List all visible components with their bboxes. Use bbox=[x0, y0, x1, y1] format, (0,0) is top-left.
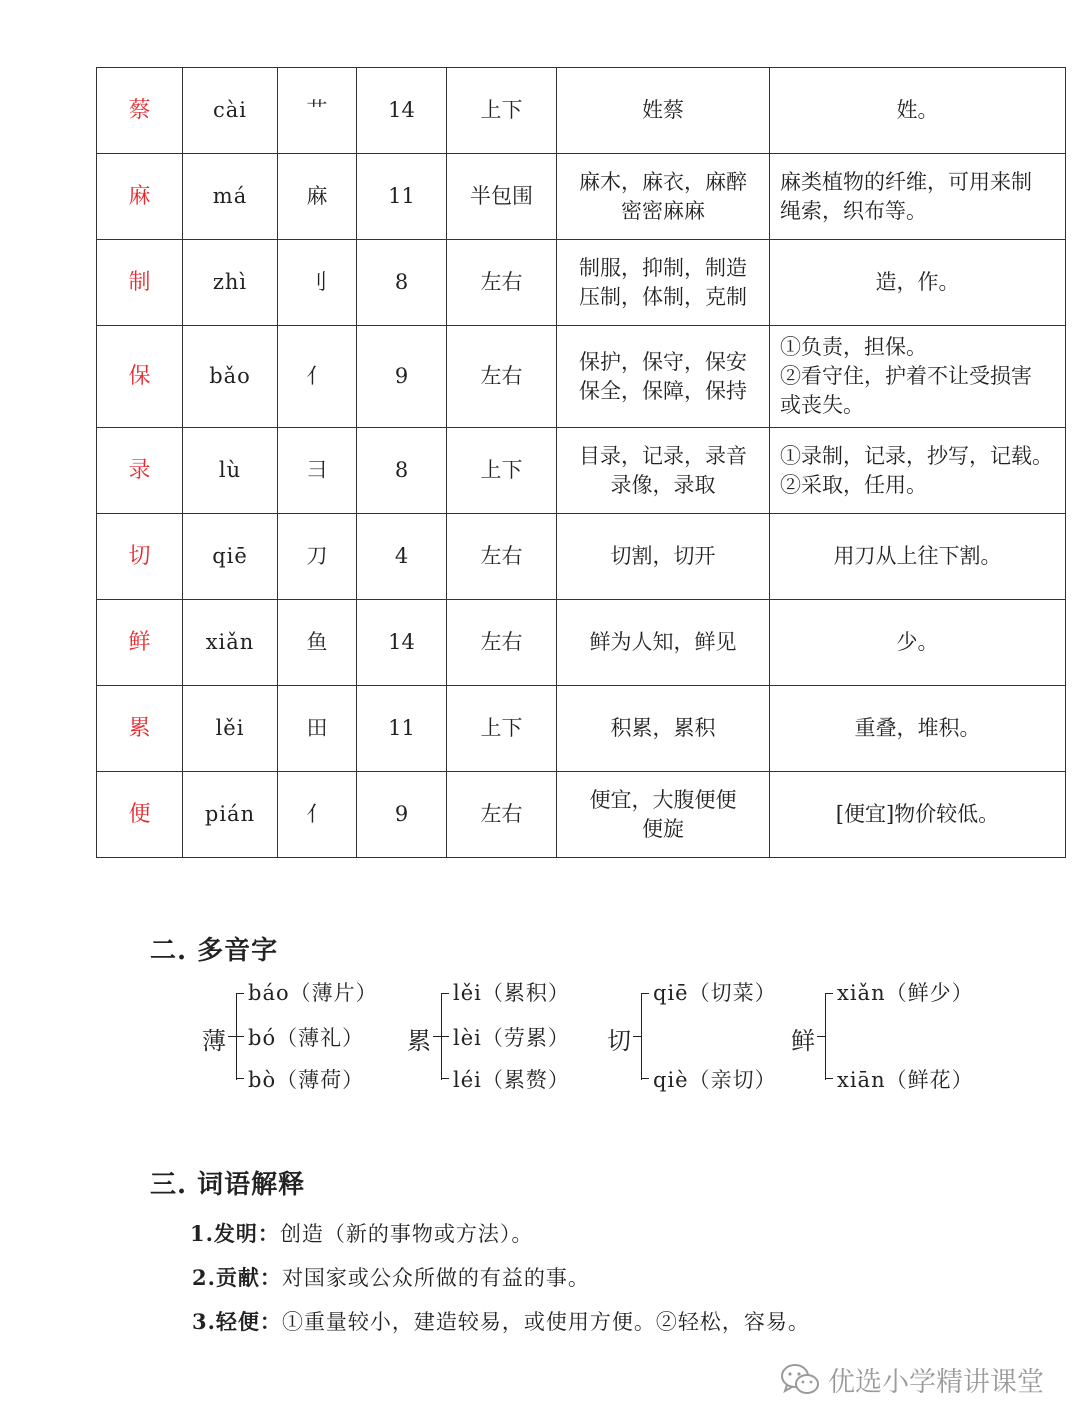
meaning-line: 少。 bbox=[896, 630, 939, 654]
meaning-line: ②看守住，护着不让受损害 bbox=[780, 364, 1032, 388]
bracket-tick bbox=[641, 993, 649, 994]
words-cell bbox=[557, 326, 770, 428]
bracket-tick bbox=[236, 1036, 244, 1037]
pinyin-cell: bǎo bbox=[183, 326, 278, 428]
words-cell bbox=[557, 240, 770, 326]
table-row bbox=[97, 428, 1066, 514]
word-line: 录像，录取 bbox=[610, 472, 716, 497]
meaning-line: 姓。 bbox=[896, 98, 939, 122]
radical-cell: 彐 bbox=[278, 428, 357, 514]
word-line: 便宜，大腹便便 bbox=[589, 787, 737, 812]
definition-term: 2.贡献： bbox=[192, 1265, 282, 1290]
meaning-line: 用刀从上往下割。 bbox=[833, 544, 1002, 568]
bracket-stem bbox=[633, 1036, 641, 1037]
table-row bbox=[97, 686, 1066, 772]
reading-label: lěi（累积） bbox=[453, 981, 570, 1005]
meaning-cell bbox=[770, 686, 1066, 772]
pinyin-cell: xiǎn bbox=[183, 600, 278, 686]
meaning-cell bbox=[770, 600, 1066, 686]
strokes-cell: 9 bbox=[357, 772, 447, 858]
word-line: 保全，保障，保持 bbox=[579, 378, 747, 403]
meaning-cell bbox=[770, 772, 1066, 858]
bracket-tick bbox=[825, 993, 833, 994]
word-line: 积累，累积 bbox=[610, 716, 716, 740]
words-cell bbox=[557, 772, 770, 858]
bracket-stem bbox=[817, 1036, 825, 1037]
table-row bbox=[97, 514, 1066, 600]
table-row bbox=[97, 600, 1066, 686]
pinyin-cell: zhì bbox=[183, 240, 278, 326]
meaning-cell bbox=[770, 514, 1066, 600]
words-cell bbox=[557, 686, 770, 772]
words-cell bbox=[557, 514, 770, 600]
word-line: 切割，切开 bbox=[610, 544, 716, 568]
meaning-line: ①录制，记录，抄写，记载。 bbox=[780, 443, 1053, 468]
definition-term: 3.轻便： bbox=[192, 1309, 282, 1334]
definition-text: 对国家或公众所做的有益的事。 bbox=[281, 1266, 590, 1290]
word-line: 制服，抑制，制造 bbox=[579, 255, 747, 280]
meaning-line: 或丧失。 bbox=[780, 393, 864, 417]
words-cell bbox=[557, 154, 770, 240]
character-cell: 制 bbox=[97, 240, 183, 326]
word-line: 密密麻麻 bbox=[621, 198, 705, 223]
radical-cell: 亻 bbox=[278, 326, 357, 428]
wechat-icon bbox=[780, 1363, 820, 1397]
character-cell: 累 bbox=[97, 686, 183, 772]
definition-item bbox=[192, 1262, 590, 1292]
meaning-cell bbox=[770, 428, 1066, 514]
structure-cell: 左右 bbox=[447, 772, 557, 858]
meaning-line: ②采取，任用。 bbox=[780, 472, 927, 497]
word-line: 目录，记录，录音 bbox=[579, 443, 747, 468]
strokes-cell: 14 bbox=[357, 68, 447, 154]
reading-label: léi（累赘） bbox=[453, 1068, 570, 1092]
definition-text: ①重量较小，建造较易，或使用方便。②轻松，容易。 bbox=[281, 1310, 810, 1334]
structure-cell: 左右 bbox=[447, 600, 557, 686]
strokes-cell: 8 bbox=[357, 240, 447, 326]
watermark-text: 优选小学精讲课堂 bbox=[828, 1367, 1044, 1398]
structure-cell: 左右 bbox=[447, 326, 557, 428]
character-cell: 蔡 bbox=[97, 68, 183, 154]
structure-cell: 上下 bbox=[447, 686, 557, 772]
strokes-cell: 11 bbox=[357, 154, 447, 240]
meaning-line: 绳索，织布等。 bbox=[780, 198, 927, 223]
strokes-cell: 4 bbox=[357, 514, 447, 600]
table-row bbox=[97, 68, 1066, 154]
bracket-tick bbox=[236, 993, 244, 994]
word-line: 姓蔡 bbox=[642, 98, 684, 122]
radical-cell: 刀 bbox=[278, 514, 357, 600]
radical-cell: 麻 bbox=[278, 154, 357, 240]
reading-label: xiǎn（鲜少） bbox=[837, 981, 974, 1005]
character-cell: 便 bbox=[97, 772, 183, 858]
reading-label: báo（薄片） bbox=[248, 981, 378, 1005]
table-row bbox=[97, 772, 1066, 858]
word-line: 压制，体制，克制 bbox=[579, 284, 747, 309]
polyphonic-char: 鲜 bbox=[791, 1027, 815, 1055]
bracket-tick bbox=[441, 1036, 449, 1037]
word-line: 保护，保守，保安 bbox=[579, 349, 747, 374]
radical-cell: 艹 bbox=[278, 68, 357, 154]
bracket-line bbox=[641, 993, 642, 1080]
reading-label: bò（薄荷） bbox=[248, 1068, 365, 1092]
polyphonic-char: 薄 bbox=[202, 1027, 226, 1055]
character-cell: 鲜 bbox=[97, 600, 183, 686]
radical-cell: 亻 bbox=[278, 772, 357, 858]
character-cell: 录 bbox=[97, 428, 183, 514]
strokes-cell: 9 bbox=[357, 326, 447, 428]
character-cell: 保 bbox=[97, 326, 183, 428]
pinyin-cell: cài bbox=[183, 68, 278, 154]
meaning-line: 造，作。 bbox=[875, 270, 960, 294]
reading-label: qiē（切菜） bbox=[653, 981, 777, 1005]
words-cell bbox=[557, 600, 770, 686]
definition-text: 创造（新的事物或方法）。 bbox=[279, 1222, 534, 1246]
section-title-word-explanation: 三. 词语解释 bbox=[150, 1170, 306, 1200]
bracket-tick bbox=[441, 993, 449, 994]
meaning-line: [便宜]物价较低。 bbox=[835, 802, 1000, 826]
reading-label: bó（薄礼） bbox=[248, 1026, 365, 1050]
pinyin-cell: lù bbox=[183, 428, 278, 514]
meaning-cell bbox=[770, 326, 1066, 428]
definition-term: 1.发明： bbox=[190, 1221, 280, 1246]
meaning-cell bbox=[770, 154, 1066, 240]
radical-cell: 刂 bbox=[278, 240, 357, 326]
reading-label: xiān（鲜花） bbox=[837, 1068, 974, 1092]
meaning-cell bbox=[770, 68, 1066, 154]
words-cell bbox=[557, 68, 770, 154]
table-row bbox=[97, 240, 1066, 326]
character-cell: 麻 bbox=[97, 154, 183, 240]
strokes-cell: 8 bbox=[357, 428, 447, 514]
radical-cell: 田 bbox=[278, 686, 357, 772]
structure-cell: 左右 bbox=[447, 240, 557, 326]
bracket-line bbox=[825, 993, 826, 1080]
definition-item bbox=[190, 1218, 533, 1248]
meaning-cell bbox=[770, 240, 1066, 326]
character-cell: 切 bbox=[97, 514, 183, 600]
bracket-stem bbox=[228, 1036, 236, 1037]
strokes-cell: 11 bbox=[357, 686, 447, 772]
table-row bbox=[97, 326, 1066, 428]
word-line: 麻木，麻衣，麻醉 bbox=[579, 169, 747, 194]
pinyin-cell: pián bbox=[183, 772, 278, 858]
bracket-tick bbox=[441, 1078, 449, 1079]
bracket-tick bbox=[236, 1078, 244, 1079]
meaning-line: 重叠，堆积。 bbox=[854, 716, 981, 740]
section-title-polyphonic: 二. 多音字 bbox=[150, 936, 279, 966]
table-row bbox=[97, 154, 1066, 240]
radical-cell: 鱼 bbox=[278, 600, 357, 686]
structure-cell: 左右 bbox=[447, 514, 557, 600]
bracket-tick bbox=[825, 1078, 833, 1079]
structure-cell: 半包围 bbox=[447, 154, 557, 240]
definition-item bbox=[192, 1306, 810, 1336]
bracket-tick bbox=[641, 1078, 649, 1079]
bracket-stem bbox=[433, 1036, 441, 1037]
watermark bbox=[780, 1360, 1044, 1399]
strokes-cell: 14 bbox=[357, 600, 447, 686]
structure-cell: 上下 bbox=[447, 428, 557, 514]
reading-label: qiè（亲切） bbox=[653, 1068, 777, 1092]
pinyin-cell: qiē bbox=[183, 514, 278, 600]
words-cell bbox=[557, 428, 770, 514]
polyphonic-char: 累 bbox=[407, 1027, 431, 1055]
pinyin-cell: lěi bbox=[183, 686, 278, 772]
meaning-line: 麻类植物的纤维，可用来制 bbox=[780, 169, 1032, 194]
meaning-line: ①负责，担保。 bbox=[780, 335, 927, 359]
word-line: 鲜为人知，鲜见 bbox=[589, 630, 737, 654]
word-line: 便旋 bbox=[642, 816, 684, 841]
pinyin-cell: má bbox=[183, 154, 278, 240]
structure-cell: 上下 bbox=[447, 68, 557, 154]
polyphonic-char: 切 bbox=[607, 1027, 631, 1055]
reading-label: lèi（劳累） bbox=[453, 1026, 570, 1050]
character-table bbox=[96, 67, 1066, 858]
